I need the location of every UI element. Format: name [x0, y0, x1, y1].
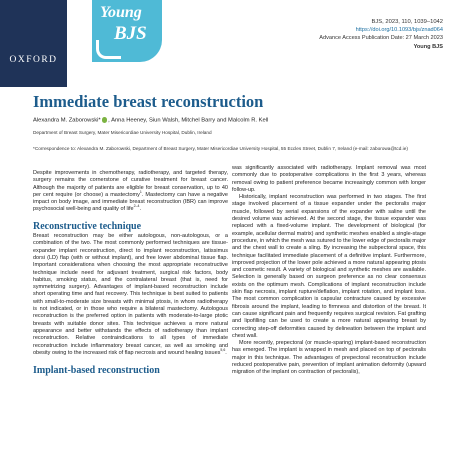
orcid-icon[interactable] [102, 117, 108, 123]
reference-link[interactable]: 5,6 [220, 348, 226, 352]
body-paragraph: More recently, prepectoral (or muscle-sparing) implant-based reconstruction has emerged. The implant is wrapped in mesh and placed on top of pectoralis major in this technique. The advantages of prepectoral reconstruction include reduced postoperative pain, prevention of implant animation deformity (upward migration of the implant on contraction of pectoralis), [232, 340, 426, 376]
doi-link[interactable]: https://doi.org/10.1093/bjs/znad064 [355, 27, 443, 34]
affiliation: Department of Breast Surgery, Mater Misericordiae University Hospital, Dublin, Ireland [33, 130, 212, 135]
logo-corner-mark [96, 40, 121, 59]
author-first[interactable]: Alexandra M. Zaborowski* [33, 117, 101, 124]
body-paragraph: was significantly associated with radiotherapy. Implant removal was most commonly due to postoperative complications in the first 3 years, whereas removal owing to patient preference became increasingly common with longer follow-up. [232, 165, 426, 193]
young-bjs-logo-line1: Young [100, 4, 142, 21]
section-heading-technique: Reconstructive technique [33, 220, 142, 232]
article-title: Immediate breast reconstruction [33, 92, 264, 111]
body-paragraph: Historically, implant reconstruction was performed in two stages. The first stage involved placement of a tissue expander under the pectoralis major muscle, followed by serial expansions of the expander with saline until the desired volume was achieved. At the second stage, the tissue expander was replaced with a fixed-volume implant. The development of biological (for example, acellular dermal matrix) and synthetic meshes enabled a single-stage procedure, in which the mesh was sutured to the lower edge of pectoralis major and the chest wall to create a sling. By increasing the subpectoral space, this technique facilitated immediate placement of a definitive implant. Furthermore, improved projection of the lower pole achieved a more natural appearing ptosis and cosmetic result. A variety of biological and synthetic meshes are available. Selection is generally based on surgeon preference as no clear consensus exists on the optimum mesh. Complications of implant reconstruction include skin flap necrosis, implant rupture/deflation, implant rotation, and implant loss. The most common complication is capsular contracture caused by excessive fibrosis around the implant, leading to firmness and distortion of the breast. It can cause significant pain and frequently requires surgical revision. Fat grafting and lipofilling can be used to create a more natural appearing breast by correcting step-off deformities caused by delineation between the implant and chest wall. [232, 194, 426, 339]
young-bjs-logo-line2: BJS [114, 23, 147, 44]
correspondence: *Correspondence to: Alexandra M. Zaborowski, Department of Breast Surgery, Mater Misericordiae University Hospital, 55 Eccles Street, Dublin 7, Ireland (e-mail: zaborowa@tcd.ie) [33, 146, 408, 151]
author-list [33, 117, 268, 123]
article-meta [319, 18, 443, 51]
reference-link[interactable]: 2–4 [133, 204, 140, 209]
section-heading-implant: Implant-based reconstruction [33, 365, 160, 377]
oxford-logo [0, 0, 67, 87]
reference-link[interactable]: 1 [139, 190, 142, 195]
advance-access-date: Advance Access Publication Date: 27 March 2023 [319, 35, 443, 42]
oxford-logo-text: OXFORD [9, 55, 58, 65]
citation: BJS, 2023, 110, 1039–1042 [371, 19, 443, 25]
technique-paragraph: Breast reconstruction may be either autologous, non-autologous, or a combination of the two. The most commonly performed techniques are tissue-expander implant reconstruction, direct to implant reconstruction, latissimus dorsi (LD) flap (with or without implant), and free lower abdominal tissue flap. Important considerations when choosing the most appropriate reconstructive technique include need for adjuvant treatment, surgical risk factors, body habitus, smoking status, and the contralateral breast (that is, need for symmetrizing surgery). Advantages of implant-based reconstruction include short operating time and fast recovery. This technique is best suited to patients with small-to-moderate size breasts with minimal ptosis, in whom radiotherapy is not indicated, or in those who require a bilateral mastectomy. Autologous reconstruction is the preferred option in patients with moderate-to-large ptotic breasts with suitable donor sites. This technique achieves a more natural appearance and better withstands the effects of radiotherapy than implant reconstruction. Relative contraindications to all types of immediate reconstruction include inflammatory breast cancer, as well as smoking and obesity owing to the increased risk of flap necrosis and wound healing issues$^{5,6}$. [33, 233, 228, 356]
left-column [33, 170, 228, 377]
intro-paragraph: Despite improvements in chemotherapy, radiotherapy, and targeted therapy, surgery remains the cornerstone of curative treatment for breast cancer. Although the majority of patients are eligible for breast conservation, up to 40 per cent require (or choose) a mastectomy$^1$. Mastectomy can have a negative impact on body image, and immediate breast reconstruction (IBR) can improve psychosocial well-being and quality of life$^{2-4}$. [33, 170, 228, 213]
journal-name: Young BJS [413, 43, 443, 50]
author-others[interactable]: , Anna Heeney, Siun Walsh, Mitchel Barry and Malcolm R. Kell [108, 117, 269, 124]
right-column [232, 165, 426, 377]
young-bjs-logo [92, 0, 162, 62]
